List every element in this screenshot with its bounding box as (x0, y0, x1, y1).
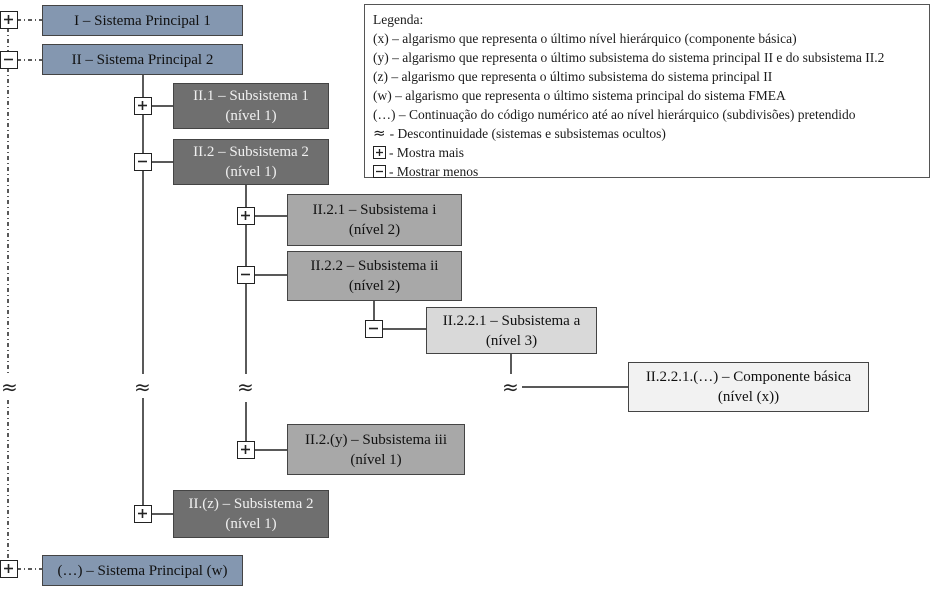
legend-title: Legenda: (373, 12, 424, 27)
node-level: (nível (x)) (717, 389, 780, 405)
node-subsistema-II-2[interactable] (173, 139, 329, 185)
node-sistema-principal-2[interactable] (42, 44, 243, 75)
discontinuity-symbol: ≈ (502, 375, 519, 399)
plus-icon (238, 442, 253, 457)
node-label: II – Sistema Principal 2 (71, 51, 214, 68)
node-label: II.2.1 – Subsistema i (312, 202, 437, 218)
expand-s2y-button[interactable] (237, 441, 255, 459)
node-level: (nível 1) (225, 164, 277, 180)
discontinuity-icon: ≈ (373, 124, 386, 142)
plus-icon (373, 146, 386, 159)
expand-spw-button[interactable] (0, 560, 18, 578)
node-sistema-principal-w[interactable] (42, 555, 243, 586)
collapse-s2221-button[interactable] (365, 320, 383, 338)
discontinuity-symbol: ≈ (1, 375, 18, 399)
expand-s221-button[interactable] (237, 207, 255, 225)
minus-icon (366, 321, 381, 336)
node-subsistema-II-2-2-1[interactable] (426, 307, 597, 354)
node-subsistema-II-1[interactable] (173, 83, 329, 129)
node-subsistema-II-2-2[interactable] (287, 251, 462, 301)
collapse-s222-button[interactable] (237, 266, 255, 284)
node-level: (nível 2) (348, 222, 401, 238)
legend-plus-label: - Mostra mais (389, 145, 464, 160)
node-subsistema-II-z[interactable] (173, 490, 329, 538)
node-label: II.2.(y) – Subsistema iii (304, 431, 448, 448)
node-level: (nível 3) (485, 332, 538, 349)
expand-sp1-button[interactable] (0, 11, 18, 29)
legend-box (364, 4, 930, 178)
plus-icon (135, 98, 150, 113)
node-label: II.1 – Subsistema 1 (193, 88, 309, 104)
legend-item: (z) – algarismo que representa o último subsistema do sistema principal II (373, 69, 773, 84)
node-level: (nível 1) (225, 108, 277, 124)
minus-icon (1, 52, 16, 67)
legend-plus-row (373, 143, 921, 162)
node-subsistema-II-2-1[interactable] (287, 194, 462, 246)
minus-icon (135, 154, 150, 169)
node-level: (nível 2) (348, 278, 401, 294)
plus-icon (238, 208, 253, 223)
node-label: I – Sistema Principal 1 (74, 12, 211, 29)
legend-minus-label: - Mostrar menos (389, 164, 479, 179)
plus-icon (1, 561, 16, 576)
discontinuity-symbol: ≈ (134, 375, 151, 399)
legend-item: (y) – algarismo que representa o último subsistema do sistema principal II e do subsistema II.2 (373, 50, 885, 65)
minus-icon (373, 165, 386, 178)
plus-icon (135, 506, 150, 521)
expand-s21-button[interactable] (134, 97, 152, 115)
node-level: (nível 1) (350, 451, 402, 468)
collapse-s22-button[interactable] (134, 153, 152, 171)
expand-s2z-button[interactable] (134, 505, 152, 523)
discontinuity-symbol: ≈ (237, 375, 254, 399)
node-sistema-principal-1[interactable] (42, 5, 243, 36)
collapse-sp2-button[interactable] (0, 51, 18, 69)
node-label: II.2.2 – Subsistema ii (310, 258, 439, 274)
node-label: II.2.2.1 – Subsistema a (442, 312, 581, 329)
legend-item: (…) – Continuação do código numérico até ao nível hierárquico (subdivisões) pretendido (373, 107, 856, 122)
legend-minus-row (373, 162, 921, 181)
node-label: II.2.2.1.(…) – Componente básica (645, 369, 852, 385)
legend-discontinuity-row (373, 124, 921, 143)
node-level: (nível 1) (225, 516, 277, 532)
minus-icon (238, 267, 253, 282)
node-label: II.(z) – Subsistema 2 (188, 496, 314, 512)
plus-icon (1, 12, 16, 27)
node-label: (…) – Sistema Principal (w) (57, 562, 228, 579)
legend-item: (x) – algarismo que representa o último nível hierárquico (componente básica) (373, 31, 797, 46)
legend-discontinuity-label: - Descontinuidade (sistemas e subsistemas ocultos) (389, 126, 666, 141)
node-label: II.2 – Subsistema 2 (193, 144, 309, 160)
node-subsistema-II-2-y[interactable] (287, 424, 465, 475)
node-componente-basica[interactable] (628, 362, 869, 412)
legend-item: (w) – algarismo que representa o último sistema principal do sistema FMEA (373, 88, 786, 103)
